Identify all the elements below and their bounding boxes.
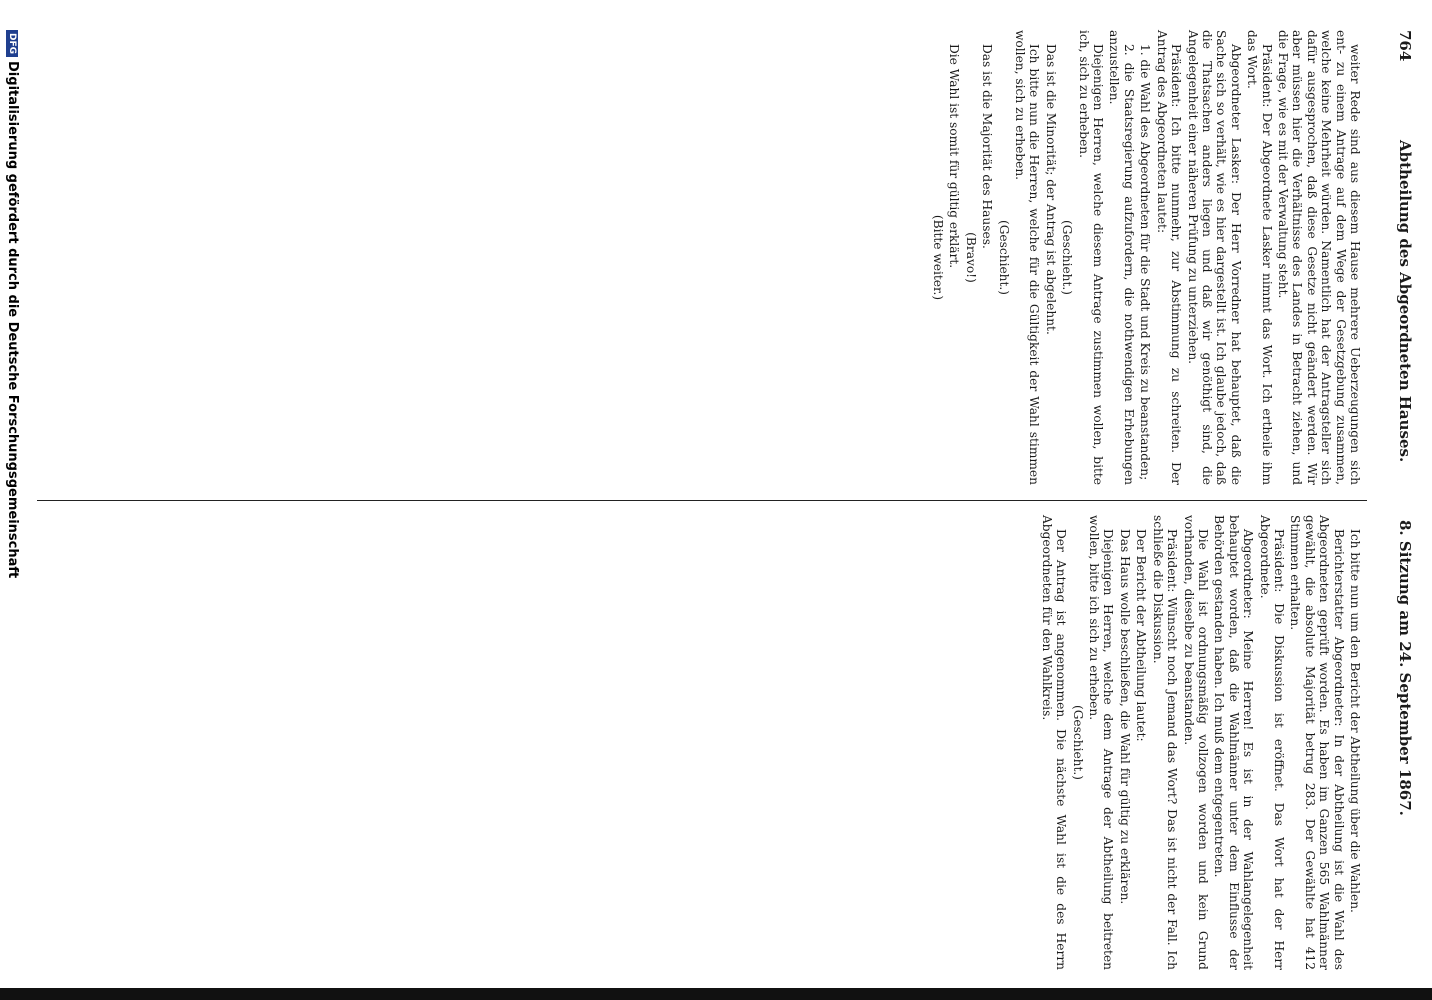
column-divider: [37, 500, 1367, 501]
stage-direction: (Geschieht.): [996, 219, 1011, 296]
paragraph: Präsident: Ich bitte nunmehr, zur Abstimmung zu schreiten. Der Antrag des Abgeordneten lautet:: [1154, 30, 1184, 485]
paragraph: 2. die Staatsregierung aufzufordern, die nothwendigen Erhebungen anzustellen.: [1107, 30, 1136, 485]
paragraph: Die Wahl ist ordnungsmäßig vollzogen worden und kein Grund vorhanden, dieselbe zu beanstanden.: [1181, 515, 1210, 970]
paragraph: Ich bitte nun um den Bericht der Abtheilung über die Wahlen.: [1348, 529, 1362, 913]
paragraph: Berichterstatter Abgeordneter: In der Abtheilung ist die Wahl des Abgeordneten geprüft worden. Es haben im Ganzen 565 Wahlmänner gewählt, die absolute Majorität betrug 283. Der Gewählte hat 412 Stimmen erhalten.: [1288, 515, 1346, 970]
paragraph: weiter Rede sind aus diesem Hause mehrere Ueberzeugungen sich ent- zu einem Antrage auf dem Wege der Gesetzgebung zusammen, welche keine Mehrheit würden. Namentlich hat der Antragsteller sich dafür ausgesprochen, daß diese Gesetze nicht geändert werden. Wir aber müssen hier die Verhältnisse des Landes in Betracht ziehen, und die Frage, wie es mit der Verwaltung steht.: [1275, 30, 1362, 485]
page-number: 764: [1396, 30, 1414, 62]
paragraph: Präsident: Der Abgeordnete Lasker nimmt das Wort. Ich ertheile ihm das Wort.: [1245, 30, 1274, 485]
paragraph: Diejenigen Herren, welche diesem Antrage zustimmen wollen, bitte ich, sich zu erheben.: [1076, 30, 1106, 485]
paragraph: Diejenigen Herren, welche dem Antrage der Abtheilung beitreten wollen, bitte ich sich zu erheben.: [1087, 515, 1116, 970]
paragraph: Abgeordneter: Meine Herren! Es ist in der Wahlangelegenheit behauptet worden, daß die Wahlmänner unter dem Einflusse der Behörden gestanden haben. Ich muß dem entgegentreten.: [1212, 515, 1256, 970]
paragraph: Ich bitte nun die Herren, welche für die Gültigkeit der Wahl stimmen wollen, sich zu erheben.: [1013, 30, 1042, 485]
stage-direction: (Bravo!): [963, 232, 978, 283]
left-page-title: Abtheilung des Abgeordneten Hauses.: [1396, 140, 1414, 463]
right-page-title: 8. Sitzung am 24. September 1867.: [1396, 520, 1414, 816]
stage-direction: (Geschieht.): [1070, 704, 1085, 781]
paragraph: Präsident: Die Diskussion ist eröffnet. Das Wort hat der Herr Abgeordnete.: [1257, 515, 1286, 970]
paragraph: Präsident: Wünscht noch Jemand das Wort? Das ist nicht der Fall. Ich schließe die Diskussion.: [1150, 515, 1180, 970]
left-text-column: [929, 30, 1362, 485]
right-page-header: [1392, 520, 1414, 970]
paragraph: Der Bericht der Abtheilung lautet:: [1134, 529, 1149, 742]
dfg-logo-icon: DFG: [7, 30, 19, 57]
paragraph: Der Antrag ist angenommen. Die nächste Wahl ist die des Herrn Abgeordneten für den Wahlkreis.: [1039, 515, 1069, 970]
left-page-header: [1392, 30, 1414, 500]
stage-direction: (Bitte weiter.): [931, 214, 946, 301]
dfg-credit: [5, 30, 20, 578]
dfg-credit-text: Digitalisierung gefördert durch die Deutsche Forschungsgemeinschaft: [5, 61, 20, 579]
paragraph: Das Haus wolle beschließen, die Wahl für gültig zu erklären.: [1117, 529, 1132, 905]
stage-direction: (Geschieht.): [1060, 219, 1075, 296]
paragraph: Das ist die Minorität; der Antrag ist abgelehnt.: [1043, 44, 1058, 335]
right-text-column: [1037, 515, 1362, 970]
paragraph: Die Wahl ist somit für gültig erklärt.: [947, 44, 962, 269]
paragraph: 1. die Wahl des Abgeordneten für die Stadt und Kreis zu beanstanden;: [1138, 44, 1153, 481]
scan-edge: [0, 988, 1432, 1000]
paragraph: Das ist die Majorität des Hauses.: [980, 44, 995, 249]
paragraph: Abgeordneter Lasker: Der Herr Vorredner hat behauptet, daß die Sache sich so verhält, wie es hier dargestellt ist. Ich glaube jedoch, daß die Thatsachen anders liegen und daß wir genöthigt sind, die Angelegenheit einer näheren Prüfung zu unterziehen.: [1185, 30, 1243, 485]
